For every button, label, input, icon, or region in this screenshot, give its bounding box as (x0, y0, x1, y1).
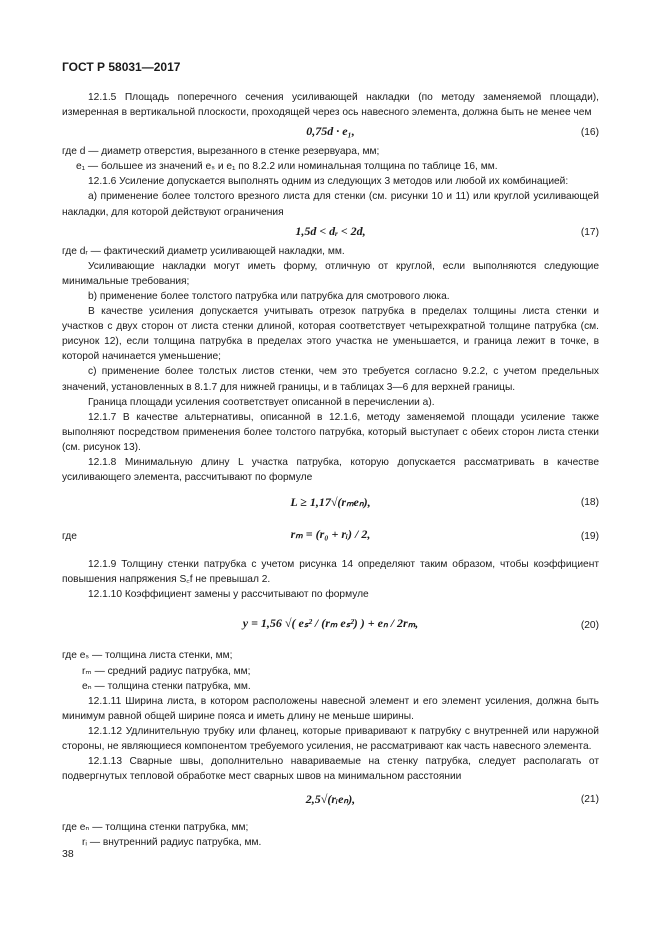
paragraph-12-1-12: 12.1.12 Удлинительную трубку или фланец, которые приваривают к патрубку с внутренней или наружной стороны, не являющиеся компонентом требуемого усиления, не рассматривают как часть навесного элемента. (62, 725, 599, 752)
paragraph-12-1-13: 12.1.13 Сварные швы, дополнительно навариваемые на стенку патрубка, следует располагать от подвергнутых тепловой обработке мест сварных швов на минимальном расстоянии (62, 756, 599, 783)
formula-19-expression: rₘ = (r₀ + rᵢ) / 2, (290, 527, 371, 542)
paragraph-nozzle-segment: В качестве усиления допускается учитывать отрезок патрубка в пределах толщины листа стенки и участков с двух сторон от листа стенки длиной, которая соответствует четырехкратной толщине патрубка (см. рисунок 12), если толщина патрубка в пределах этого участка не уменьшается, и граница лежит в точке, в которой начинается уменьшение; (62, 306, 599, 363)
paragraph-12-1-5: 12.1.5 Площадь поперечного сечения усиливающей накладки (по методу заменяемой площади), измеренная в вертикальной плоскости, проходящей через ось навесного элемента, должна быть не менее чем (62, 92, 599, 119)
definition-es: где eₛ — толщина листа стенки, мм; (62, 650, 233, 662)
formula-18 (62, 485, 599, 521)
formula-21-expression: 2,5√(rᵢeₙ), (305, 792, 356, 807)
formula-18-number: (18) (580, 497, 599, 509)
formula-19-number: (19) (580, 531, 599, 543)
paragraph-12-1-9: 12.1.9 Толщину стенки патрубка с учетом рисунка 14 определяют таким образом, чтобы коэффициент повышения напряжения S꜀f не превышал 2. (62, 559, 599, 586)
formula-20 (62, 602, 599, 648)
definition-dr: где dᵣ — фактический диаметр усиливающей накладки, мм. (62, 245, 345, 257)
definition-d: где d — диаметр отверстия, вырезанного в стенке резервуара, мм; (62, 146, 380, 158)
paragraph-12-1-10: 12.1.10 Коэффициент замены y рассчитывают по формуле (88, 589, 369, 601)
paragraph-noncircular: Усиливающие накладки могут иметь форму, отличную от круглой, если выполняются следующие минимальные требования; (62, 260, 599, 287)
document-header: ГОСТ Р 58031—2017 (62, 60, 181, 74)
paragraph-12-1-7: 12.1.7 В качестве альтернативы, описанной в 12.1.6, методу заменяемой площади усиление также выполняют посредством применения более толстого патрубка, который выступает с обеих сторон листа стенки (см. рисунок 13). (62, 411, 599, 453)
page-number: 38 (62, 848, 74, 860)
formula-18-expression: L ≥ 1,17√(rₘeₙ), (290, 495, 371, 510)
formula-20-number: (20) (580, 620, 599, 632)
formula-20-expression: y = 1,56 √( eₛ² / (rₘ eₛ²) ) + eₙ / 2rₘ, (242, 616, 419, 631)
definition-e1: e₁ — большее из значений eₛ и e₁ по 8.2.2 или номинальная толщина по таблице 16, мм. (76, 161, 498, 173)
paragraph-12-1-11: 12.1.11 Ширина листа, в котором расположены навесной элемент и его элемент усиления, должна быть минимум равной общей ширине пояса и иметь длину не меньше ширины. (62, 695, 599, 722)
definition-ri: rᵢ — внутренний радиус патрубка, мм. (82, 837, 262, 849)
formula-17-number: (17) (580, 226, 599, 238)
item-b: b) применение более толстого патрубка или патрубка для смотрового люка. (88, 290, 450, 302)
formula-19-lead: где (62, 531, 77, 543)
formula-16-expression: 0,75d · e₁, (306, 124, 355, 139)
formula-16 (62, 120, 599, 144)
formula-17-expression: 1,5d < dᵣ < 2d, (295, 223, 366, 238)
paragraph-12-1-6: 12.1.6 Усиление допускается выполнять одним из следующих 3 методов или любой их комбинацией: (88, 176, 569, 188)
formula-16-number: (16) (580, 127, 599, 139)
formula-19 (62, 521, 599, 557)
item-a: а) применение более толстого врезного листа для стенки (см. рисунки 10 и 11) или круглой усиливающей накладки, для которой действуют ограничения (62, 191, 599, 218)
paragraph-12-1-8: 12.1.8 Минимальную длину L участка патрубка, которую допускается рассматривать в качестве усиливающего элемента, рассчитывают по формуле (62, 456, 599, 484)
formula-21 (62, 784, 599, 820)
definition-en: eₙ — толщина стенки патрубка, мм. (82, 680, 251, 692)
definition-rm: rₘ — средний радиус патрубка, мм; (82, 665, 251, 677)
formula-17 (62, 220, 599, 244)
paragraph-boundary: Граница площади усиления соответствует описанной в перечислении а). (88, 396, 435, 408)
item-c: с) применение более толстых листов стенки, чем это требуется согласно 9.2.2, с учетом предельных значений, установленных в 8.1.7 для нижней границы, и в таблицах 3—6 для верхней границы. (62, 366, 599, 393)
page-body (62, 90, 599, 850)
definition-en-2: где eₙ — толщина стенки патрубка, мм; (62, 822, 249, 834)
formula-21-number: (21) (580, 794, 599, 806)
